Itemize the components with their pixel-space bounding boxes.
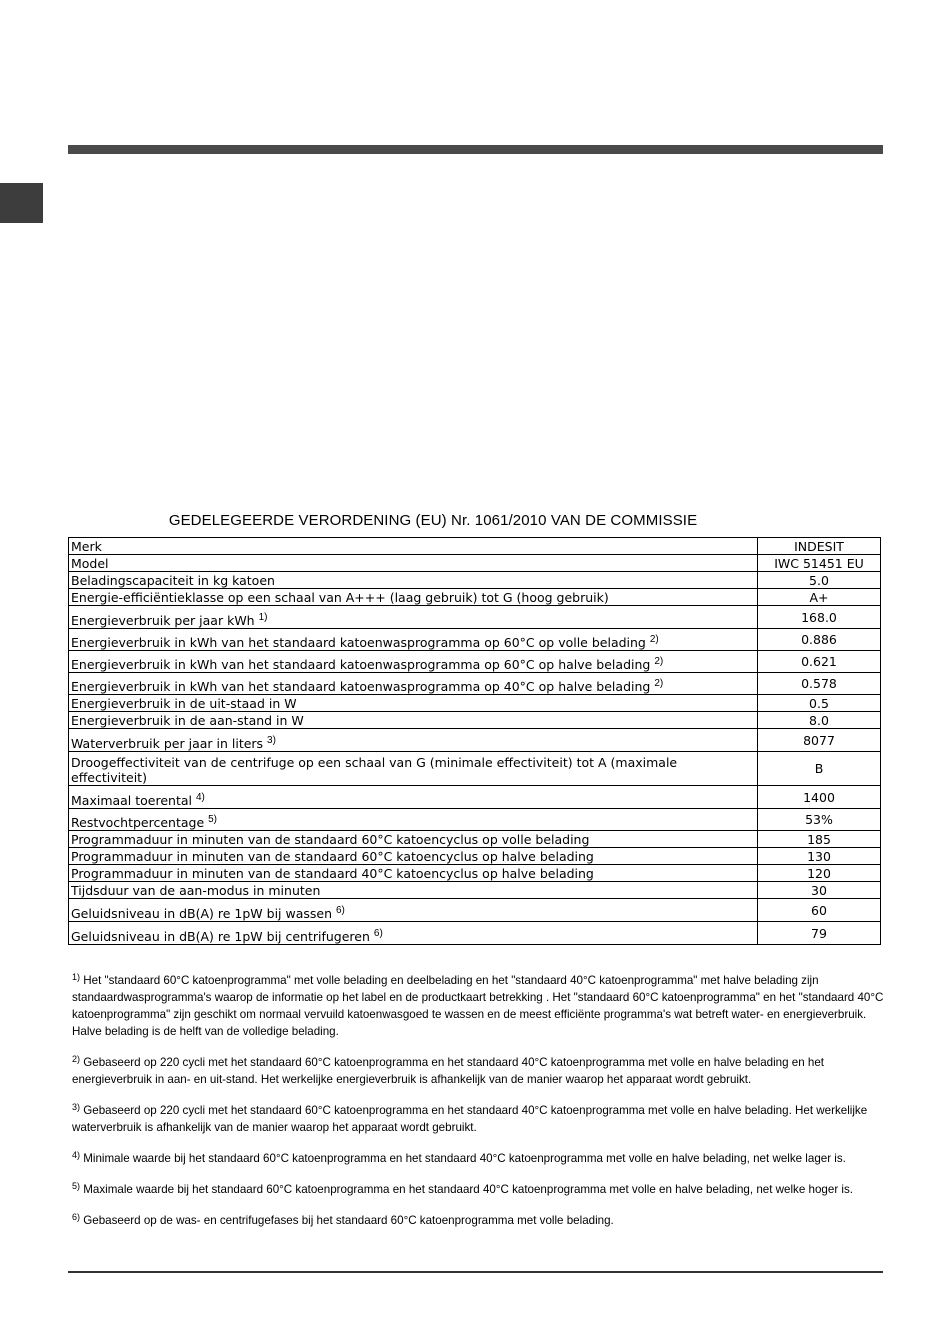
spec-label: Model xyxy=(71,556,109,571)
spec-value: 53% xyxy=(758,809,881,831)
section-tab-marker xyxy=(0,183,43,223)
footnote-text: Minimale waarde bij het standaard 60°C katoenprogramma en het standaard 40°C katoenprogramma met volle en halve belading, net welke lager is. xyxy=(83,1152,846,1165)
spec-value: 130 xyxy=(758,848,881,865)
spec-label-cell xyxy=(69,848,758,865)
footnote-mark: 3) xyxy=(72,1102,81,1112)
spec-label: Beladingscapaciteit in kg katoen xyxy=(71,573,275,588)
spec-label-cell xyxy=(69,712,758,729)
spec-label-cell xyxy=(69,752,758,786)
table-row xyxy=(69,572,881,589)
spec-value: A+ xyxy=(758,589,881,606)
spec-value: IWC 51451 EU xyxy=(758,555,881,572)
footnote-text: Maximale waarde bij het standaard 60°C katoenprogramma en het standaard 40°C katoenprogramma met volle en halve belading, net welke hoger is. xyxy=(83,1183,853,1196)
spec-label-cell xyxy=(69,882,758,899)
spec-value: 8.0 xyxy=(758,712,881,729)
table-row xyxy=(69,786,881,809)
footnote-ref: 2) xyxy=(654,678,664,689)
spec-label: Energieverbruik in de uit-staad in W xyxy=(71,696,297,711)
spec-label-cell xyxy=(69,673,758,695)
table-row xyxy=(69,629,881,651)
spec-value: 5.0 xyxy=(758,572,881,589)
spec-label: Waterverbruik per jaar in liters xyxy=(71,736,264,751)
table-row xyxy=(69,695,881,712)
footnote-text: Het "standaard 60°C katoenprogramma" met volle belading en deelbelading en het "standaard 40°C katoenprogramma" met halve belading zijn standaardwasprogramma's waarop de informatie op het label en de productkaart betrekking . Het "standaard 60°C katoenprogramma" en het "standaard 40°C katoenprogramma" zijn geschikt om normaal vervuild katoenwasgoed te wassen en de meest efficiënte programma's wat betreft water- en energieverbruik. Halve belading is de helft van de volledige belading. xyxy=(72,974,884,1038)
spec-label: Energie-efficiëntieklasse op een schaal van A+++ (laag gebruik) tot G (hoog gebruik) xyxy=(71,590,609,605)
table-row xyxy=(69,865,881,882)
footnote-ref: 4) xyxy=(196,792,205,803)
table-row xyxy=(69,555,881,572)
spec-value: 0.578 xyxy=(758,673,881,695)
spec-value: 79 xyxy=(758,922,881,945)
spec-label-cell xyxy=(69,572,758,589)
spec-label-cell xyxy=(69,695,758,712)
spec-label: Programmaduur in minuten van de standaard 40°C katoencyclus op halve belading xyxy=(71,866,594,881)
spec-label-cell xyxy=(69,538,758,555)
spec-label-cell xyxy=(69,589,758,606)
footnote xyxy=(72,1102,884,1136)
table-row xyxy=(69,712,881,729)
footnote-text: Gebaseerd op de was- en centrifugefases bij het standaard 60°C katoenprogramma met volle belading. xyxy=(83,1214,614,1227)
footnote-ref: 2) xyxy=(654,656,664,667)
spec-label: Programmaduur in minuten van de standaard 60°C katoencyclus op volle belading xyxy=(71,832,590,847)
spec-label: Energieverbruik in kWh van het standaard katoenwasprogramma op 40°C op halve belading xyxy=(71,679,651,694)
footnote xyxy=(72,1150,884,1167)
footnote-mark: 4) xyxy=(72,1150,81,1160)
spec-label-cell xyxy=(69,729,758,752)
table-row xyxy=(69,831,881,848)
spec-label: Restvochtpercentage xyxy=(71,815,205,830)
footnote-mark: 2) xyxy=(72,1054,81,1064)
footnote-mark: 5) xyxy=(72,1181,81,1191)
product-fiche-table xyxy=(68,537,881,945)
table-row xyxy=(69,848,881,865)
footnote-mark: 6) xyxy=(72,1212,81,1222)
spec-value: 168.0 xyxy=(758,606,881,629)
spec-label-cell xyxy=(69,629,758,651)
footnote xyxy=(72,972,884,1040)
spec-value: 0.5 xyxy=(758,695,881,712)
spec-label: Energieverbruik per jaar kWh xyxy=(71,613,255,628)
footnote-text: Gebaseerd op 220 cycli met het standaard 60°C katoenprogramma en het standaard 40°C katoenprogramma met volle en halve belading. Het werkelijke waterverbruik is afhankelijk van de manier waarop het apparaat wordt gebruikt. xyxy=(72,1104,868,1134)
footnote-ref: 6) xyxy=(336,905,345,916)
spec-value: 185 xyxy=(758,831,881,848)
spec-label: Geluidsniveau in dB(A) re 1pW bij wassen xyxy=(71,906,333,921)
footnote-ref: 5) xyxy=(208,814,218,825)
spec-label: Merk xyxy=(71,539,102,554)
spec-label-cell xyxy=(69,786,758,809)
spec-label-cell xyxy=(69,555,758,572)
spec-value: B xyxy=(758,752,881,786)
table-row xyxy=(69,882,881,899)
footnotes xyxy=(72,972,884,1229)
spec-value: 30 xyxy=(758,882,881,899)
table-row xyxy=(69,538,881,555)
spec-label-cell xyxy=(69,606,758,629)
spec-value: 8077 xyxy=(758,729,881,752)
spec-label-cell xyxy=(69,651,758,673)
table-row xyxy=(69,589,881,606)
spec-label-cell xyxy=(69,899,758,922)
table-row xyxy=(69,922,881,945)
spec-label: Energieverbruik in de aan-stand in W xyxy=(71,713,304,728)
footnote-ref: 6) xyxy=(373,928,383,939)
footnote xyxy=(72,1212,884,1229)
table-row xyxy=(69,752,881,786)
spec-label: Maximaal toerental xyxy=(71,793,193,808)
spec-value: INDESIT xyxy=(758,538,881,555)
spec-value: 0.886 xyxy=(758,629,881,651)
spec-label: Droogeffectiviteit van de centrifuge op een schaal van G (minimale effectiviteit) tot A (maximale effectiviteit) xyxy=(71,755,678,785)
spec-value: 1400 xyxy=(758,786,881,809)
regulation-title: GEDELEGEERDE VERORDENING (EU) Nr. 1061/2010 VAN DE COMMISSIE xyxy=(168,512,698,529)
table-row xyxy=(69,606,881,629)
table-row xyxy=(69,673,881,695)
footnote-ref: 3) xyxy=(267,735,276,746)
spec-label: Programmaduur in minuten van de standaard 60°C katoencyclus op halve belading xyxy=(71,849,594,864)
spec-label-cell xyxy=(69,865,758,882)
spec-value: 60 xyxy=(758,899,881,922)
spec-label-cell xyxy=(69,831,758,848)
footnote-ref: 1) xyxy=(258,612,268,623)
footnote xyxy=(72,1054,884,1088)
footnote-mark: 1) xyxy=(72,972,81,982)
footnote xyxy=(72,1181,884,1198)
table-row xyxy=(69,809,881,831)
spec-label: Geluidsniveau in dB(A) re 1pW bij centrifugeren xyxy=(71,929,370,944)
footnote-text: Gebaseerd op 220 cycli met het standaard 60°C katoenprogramma en het standaard 40°C katoenprogramma met volle en halve belading en het energieverbruik in aan- en uit-stand. Het werkelijke energieverbruik is afhankelijk van de manier waarop het apparaat wordt gebruikt. xyxy=(72,1056,825,1086)
spec-label: Energieverbruik in kWh van het standaard katoenwasprogramma op 60°C op volle belading xyxy=(71,635,646,650)
spec-value: 120 xyxy=(758,865,881,882)
footer-rule xyxy=(68,1271,883,1273)
table-row xyxy=(69,899,881,922)
footnote-ref: 2) xyxy=(649,634,659,645)
table-row xyxy=(69,729,881,752)
spec-label: Energieverbruik in kWh van het standaard katoenwasprogramma op 60°C op halve belading xyxy=(71,657,651,672)
header-rule xyxy=(68,145,883,154)
spec-label-cell xyxy=(69,922,758,945)
spec-label-cell xyxy=(69,809,758,831)
spec-label: Tijdsduur van de aan-modus in minuten xyxy=(71,883,321,898)
spec-value: 0.621 xyxy=(758,651,881,673)
table-row xyxy=(69,651,881,673)
